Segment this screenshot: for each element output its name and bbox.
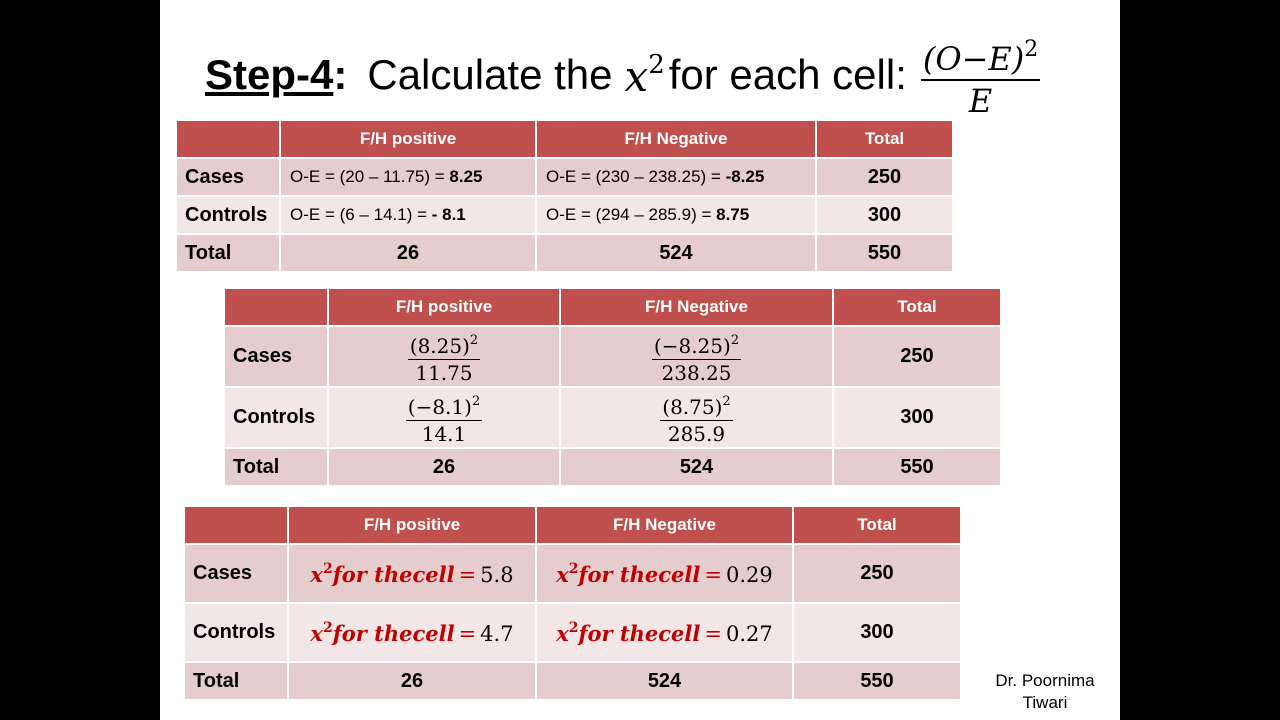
oe-result: -8.25 [725, 167, 765, 186]
oe-expression: O-E = (294 – 285.9) = [546, 205, 717, 224]
row-label: Cases [176, 158, 280, 196]
cell-fraction [560, 387, 833, 448]
table-row [176, 158, 953, 196]
total-fh-negative: 524 [536, 662, 793, 700]
table-header-row [184, 506, 961, 544]
fraction [652, 328, 741, 386]
formula-denominator: E [968, 81, 993, 120]
row-total: 300 [816, 196, 953, 234]
chi-power: 2 [648, 49, 665, 80]
table-row [184, 544, 961, 603]
table-chi-square-cells [183, 505, 962, 701]
fraction-denominator: 11.75 [415, 360, 473, 385]
total-fh-negative: 524 [536, 234, 816, 272]
credit-line-2: Tiwari [1022, 693, 1068, 712]
header-fh-negative: F/H Negative [560, 288, 833, 326]
chi-label [556, 562, 700, 587]
row-total: 250 [816, 158, 953, 196]
equals-sign: = [704, 621, 722, 646]
table-row [224, 326, 1001, 387]
power: 2 [730, 332, 740, 348]
grand-total: 550 [833, 448, 1001, 486]
formula-num-text: (O−E) [922, 39, 1025, 78]
cell-o-minus-e [536, 196, 816, 234]
chi-power: 2 [322, 619, 333, 636]
chi-label [310, 562, 454, 587]
chi-symbol: x [556, 620, 569, 646]
row-label: Cases [184, 544, 288, 603]
row-total: 300 [833, 387, 1001, 448]
row-label: Controls [184, 603, 288, 662]
fraction [406, 389, 482, 447]
row-label: Total [176, 234, 280, 272]
table-row [184, 603, 961, 662]
fraction-denominator: 285.9 [667, 421, 726, 446]
table-o-minus-e [175, 119, 954, 273]
table-total-row [184, 662, 961, 700]
table-row [176, 196, 953, 234]
fraction [408, 328, 480, 386]
oe-result: - 8.1 [431, 205, 466, 224]
chi-symbol: x [310, 561, 323, 587]
header-fh-negative: F/H Negative [536, 506, 793, 544]
oe-result: 8.25 [449, 167, 483, 186]
header-corner [224, 288, 328, 326]
slide-title [205, 36, 1040, 120]
cell-chi-square [288, 544, 536, 603]
cell-fraction [328, 326, 560, 387]
oe-expression: O-E = (6 – 14.1) = [290, 205, 432, 224]
fraction-denominator: 14.1 [421, 421, 467, 446]
chi-value: 4.7 [480, 621, 514, 646]
table-header-row [176, 120, 953, 158]
row-label: Total [184, 662, 288, 700]
fraction-numerator [660, 389, 732, 421]
for-the-cell-text: for thecell [578, 561, 701, 587]
chi-power: 2 [322, 560, 333, 577]
oe-result: 8.75 [716, 205, 750, 224]
header-fh-positive: F/H positive [328, 288, 560, 326]
power: 2 [471, 393, 481, 409]
row-label: Controls [224, 387, 328, 448]
table-row [224, 387, 1001, 448]
cell-chi-square [536, 603, 793, 662]
table-total-row [176, 234, 953, 272]
row-label: Cases [224, 326, 328, 387]
author-credit [975, 670, 1115, 714]
chi-symbol: x [556, 561, 569, 587]
row-total: 250 [793, 544, 961, 603]
fraction-numerator [408, 328, 480, 360]
total-fh-positive: 26 [328, 448, 560, 486]
chi-symbol: x [310, 620, 323, 646]
total-fh-positive: 26 [288, 662, 536, 700]
chi-power: 2 [568, 619, 579, 636]
table-total-row [224, 448, 1001, 486]
title-colon: : [333, 51, 348, 98]
cell-chi-square [536, 544, 793, 603]
power: 2 [469, 332, 479, 348]
numerator-text: (−8.25) [653, 333, 731, 358]
formula-power: 2 [1024, 36, 1039, 62]
row-total: 300 [793, 603, 961, 662]
cell-o-minus-e [280, 196, 536, 234]
equals-sign: = [704, 562, 722, 587]
chi-label [310, 621, 454, 646]
title-step: Step-4 [205, 51, 334, 98]
numerator-text: (−8.1) [407, 394, 472, 419]
header-fh-negative: F/H Negative [536, 120, 816, 158]
cell-o-minus-e [280, 158, 536, 196]
chi-label [556, 621, 700, 646]
for-the-cell-text: for thecell [578, 620, 701, 646]
chi-symbol: x [624, 51, 649, 101]
chi-value: 0.29 [725, 562, 773, 587]
chi-value: 0.27 [725, 621, 773, 646]
chi-power: 2 [568, 560, 579, 577]
header-fh-positive: F/H positive [280, 120, 536, 158]
credit-line-1: Dr. Poornima [995, 671, 1095, 690]
cell-o-minus-e [536, 158, 816, 196]
title-chi-square [625, 50, 665, 101]
chi-value: 5.8 [480, 562, 514, 587]
oe-expression: O-E = (230 – 238.25) = [546, 167, 726, 186]
numerator-text: (8.75) [662, 394, 723, 419]
power: 2 [722, 393, 731, 409]
oe-expression: O-E = (20 – 11.75) = [290, 167, 450, 186]
header-total: Total [833, 288, 1001, 326]
total-fh-negative: 524 [560, 448, 833, 486]
for-the-cell-text: for thecell [332, 561, 455, 587]
row-label: Controls [176, 196, 280, 234]
fraction [660, 389, 732, 447]
row-label: Total [224, 448, 328, 486]
equals-sign: = [458, 562, 477, 587]
header-corner [176, 120, 280, 158]
header-total: Total [816, 120, 953, 158]
cell-fraction [328, 387, 560, 448]
formula-numerator [921, 30, 1040, 81]
grand-total: 550 [793, 662, 961, 700]
fraction-numerator [652, 328, 741, 360]
header-total: Total [793, 506, 961, 544]
header-fh-positive: F/H positive [288, 506, 536, 544]
cell-fraction [560, 326, 833, 387]
title-text: Calculate the [367, 51, 613, 98]
fraction-numerator [406, 389, 482, 421]
for-the-cell-text: for thecell [332, 620, 455, 646]
equals-sign: = [458, 621, 477, 646]
slide [160, 0, 1120, 720]
table-header-row [224, 288, 1001, 326]
cell-chi-square [288, 603, 536, 662]
header-corner [184, 506, 288, 544]
title-formula [921, 30, 1040, 121]
row-total: 250 [833, 326, 1001, 387]
title-text-2: for each cell: [668, 51, 907, 98]
numerator-text: (8.25) [409, 333, 470, 358]
fraction-denominator: 238.25 [661, 360, 732, 385]
total-fh-positive: 26 [280, 234, 536, 272]
grand-total: 550 [816, 234, 953, 272]
table-fractions [223, 287, 1002, 487]
